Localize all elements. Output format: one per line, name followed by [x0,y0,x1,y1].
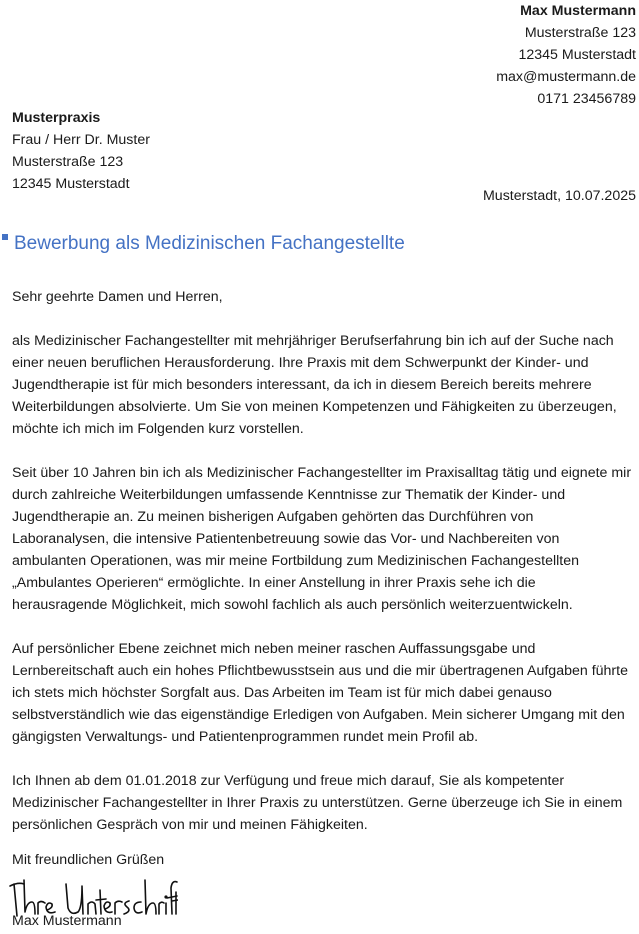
sender-email: max@mustermann.de [496,69,636,85]
recipient-city: 12345 Musterstadt [12,176,130,192]
sender-phone: 0171 23456789 [537,91,636,107]
recipient-organization: Musterpraxis [12,110,101,126]
recipient-block [12,107,150,195]
body-paragraph-4: Ich Ihnen ab dem 01.01.2018 zur Verfügung und freue mich darauf, Sie als kompetenter Medizinischer Fachangestellter in Ihrer Praxis zu unterstützen. Gerne überzeuge ich Sie in einem persönlichen Gespräch von mir und meinen Fähigkeiten. [12,773,623,833]
place-date: Musterstadt, 10.07.2025 [482,188,636,204]
sender-city: 12345 Musterstadt [518,47,636,63]
body-paragraph-1: als Medizinischer Fachangestellter mit mehrjähriger Berufserfahrung bin ich auf der Suche nach einer neuen beruflichen Herausforderung. Ihre Praxis mit dem Schwerpunkt der Kinder- und Jugendtherapie ist für mich besonders interessant, da ich in diesem Bereich bereits mehrere Weiterbildungen absolvierte. Um Sie von meinen Kompetenzen und Fähigkeiten zu überzeugen, möchte ich mich im Folgenden kurz vorstellen. [12,333,617,437]
sender-name: Max Mustermann [520,3,636,19]
sender-street: Musterstraße 123 [524,25,636,41]
salutation: Sehr geehrte Damen und Herren, [12,289,223,305]
letter-body [12,286,634,858]
recipient-street: Musterstraße 123 [12,154,124,170]
body-paragraph-3: Auf persönlicher Ebene zeichnet mich neben meiner raschen Auffassungsgabe und Lernbereitschaft auch ein hohes Pflichtbewusstsein aus und die mir übertragenen Aufgaben führte ich stets mich höchster Sorgfalt aus. Das Arbeiten im Team ist für mich dabei genauso selbstverständlich wie das eigenständige Erledigen von Aufgaben. Mein sicherer Umgang mit den gängigsten Verwaltungs- und Patientenprogrammen rundet mein Profil ab. [12,641,628,745]
subject-line [2,232,405,256]
recipient-contact: Frau / Herr Dr. Muster [12,132,150,148]
subject-title: Bewerbung als Medizinischen Fachangestellte [14,233,405,254]
signer-name: Max Mustermann [12,913,122,929]
heading-marker-icon [2,234,8,240]
sender-block [496,0,636,110]
body-paragraph-2: Seit über 10 Jahren bin ich als Medizinischer Fachangestellter im Praxisalltag tätig und eignete mir durch zahlreiche Weiterbildungen umfassende Kenntnisse zur Thematik der Kinder- und Jugendtherapie an. Zu meinen bisherigen Aufgaben gehörten das Durchführen von Laboranalysen, die intensive Patientenbetreuung sowie das Vor- und Nachbereiten von ambulanten Operationen, was mir meine Fortbildung zum Medizinischen Fachangestellten „Ambulantes Operieren“ ermöglichte. In einer Anstellung in ihrer Praxis sehe ich die herausragende Möglichkeit, mich sowohl fachlich als auch persönlich weiterzuentwickeln. [12,465,632,613]
closing-formula: Mit freundlichen Grüßen [12,852,165,868]
